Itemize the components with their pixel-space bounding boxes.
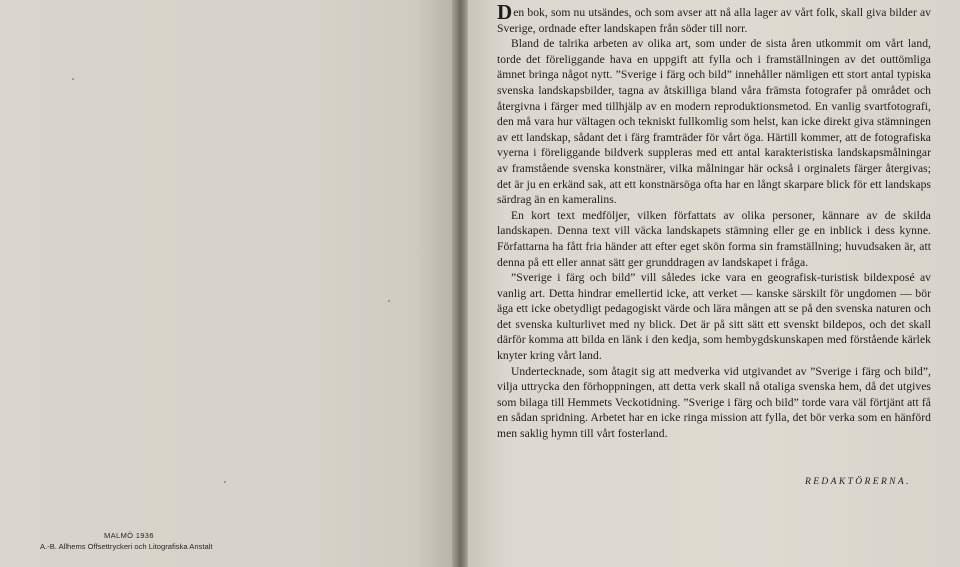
imprint-printer: A.-B. Allhems Offsettryckeri och Litografiska Anstalt bbox=[40, 542, 213, 551]
imprint-city-year: MALMÖ 1936 bbox=[104, 531, 154, 540]
left-page bbox=[0, 0, 452, 567]
preface-paragraph: En kort text medföljer, vilken författats av olika personer, kännare av de skilda landskapen. Denna text vill väcka landskapets stämning eller ge en inblick i dess kynne. Författarna ha fått fria händer att efter eget skön forma sin framställning; huvudsaken är, att denna på ett eller annat sätt ger grunddragen av landskapet i fråga. bbox=[497, 208, 931, 269]
editors-signature: REDAKTÖRERNA. bbox=[805, 477, 911, 487]
paper-speck bbox=[224, 481, 226, 483]
paper-speck bbox=[72, 78, 74, 80]
paper-speck bbox=[388, 300, 390, 302]
preface-paragraph: Bland de talrika arbeten av olika art, som under de sista åren utkommit om vårt land, torde det föreliggande hava en uppgift att fylla och i framställningen av det outtömliga ämnet bringa något nytt. ”Sverige i färg och bild” innehåller nämligen ett stort antal typiska svenska landskapsbilder, tagna av åtskilliga bland våra främsta fotografer på området och återgivna i färger med tillhjälp av en modern reproduktionsmetod. En vanlig svartfotografi, den må vara hur vältagen och tekniskt fullkomlig som helst, kan icke direkt giva stämningen av ett landskap, sådant det i färg framträder för vårt öga. Härtill kommer, att de fotografiska vyerna i föreliggande bildverk suppleras med ett antal karakteristiska landskapsmålningar av framstående svenska konstnärer, vilka målningar här också i orginalets färger återgivas; det är ju en erkänd sak, att ett konstnärsöga ofta har en långt skarpare blick för ett landskaps särdrag än en kameralins. bbox=[497, 37, 931, 207]
drop-cap: D bbox=[497, 0, 513, 24]
paragraph-text: en bok, som nu utsändes, och som avser att nå alla lager av vårt folk, skall giva bilder av Sverige, ordnade efter landskapen från söder till norr. bbox=[497, 6, 931, 35]
preface-paragraph: Undertecknade, som åtagit sig att medverka vid utgivandet av ”Sverige i färg och bild”, vilja uttrycka den förhoppningen, att detta verk skall nå otaliga svenska hem, då det utgives som bilaga till Hemmets Veckotidning. ”Sverige i färg och bild” torde vara väl förtjänt att få en sådan spridning. Arbetet har en icke ringa mission att fylla, det bör verka som en hänförd men saklig hymn till vårt fosterland. bbox=[497, 364, 931, 441]
preface-paragraph: ”Sverige i färg och bild” vill således icke vara en geografisk-turistisk bildexposé av vanlig art. Detta hindrar emellertid icke, att verket — kanske särskilt för ungdomen — bör äga ett icke obetydligt pedagogiskt värde och lära mången att se på den svenska naturen och det svenska kulturlivet med ny blick. Det är på sitt sätt ett svenskt bildepos, och det skall därför komma att bilda en länk i den kedja, som hembygdskunskapen med förstående kärlek knyter kring vårt land. bbox=[497, 271, 931, 363]
preface-text bbox=[497, 0, 931, 442]
printer-imprint bbox=[40, 530, 260, 552]
preface-paragraph bbox=[497, 0, 931, 36]
